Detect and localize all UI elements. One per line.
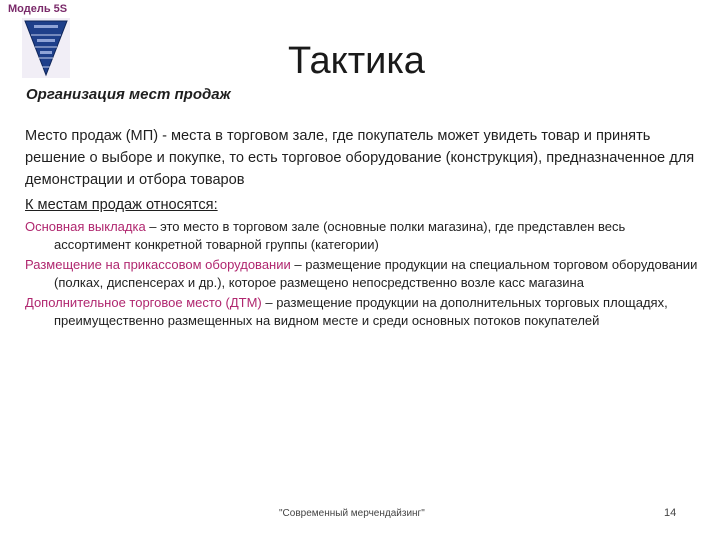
section-title: Организация мест продаж bbox=[26, 86, 231, 103]
inverted-pyramid-logo-icon bbox=[22, 18, 70, 78]
footer-text: "Современный мерчендайзинг" bbox=[279, 508, 425, 519]
item-text: – размещение продукции на дополнительных торговых площадях, преимущественно размещенных на видном месте и среди основных потоков покупателей bbox=[54, 295, 668, 328]
item-text: – это место в торговом зале (основные полки магазина), где представлен весь ассортимент конкретной товарной группы (категории) bbox=[54, 219, 626, 252]
list-item-additional-place bbox=[25, 294, 705, 329]
item-term: Основная выкладка bbox=[25, 219, 146, 234]
item-text: – размещение продукции на специальном торговом оборудовании (полках, диспенсерах и др.), которое размещено непосредственно возле касс магазина bbox=[54, 257, 698, 290]
places-list bbox=[25, 218, 705, 332]
list-item-checkout-display bbox=[25, 256, 705, 291]
item-term: Размещение на прикассовом оборудовании bbox=[25, 257, 291, 272]
list-item-main-display bbox=[25, 218, 705, 253]
places-list-heading: К местам продаж относятся: bbox=[25, 197, 218, 213]
model-label: Модель 5S bbox=[8, 3, 68, 15]
page-number: 14 bbox=[664, 507, 677, 519]
intro-paragraph: Место продаж (МП) - места в торговом зале, где покупатель может увидеть товар и принять решение о выборе и покупке, то есть торговое оборудование (конструкция), предназначенное для демонстрации и отбора товаров bbox=[25, 128, 695, 188]
slide-title: Тактика bbox=[288, 40, 425, 82]
item-term: Дополнительное торговое место (ДТМ) bbox=[25, 295, 262, 310]
